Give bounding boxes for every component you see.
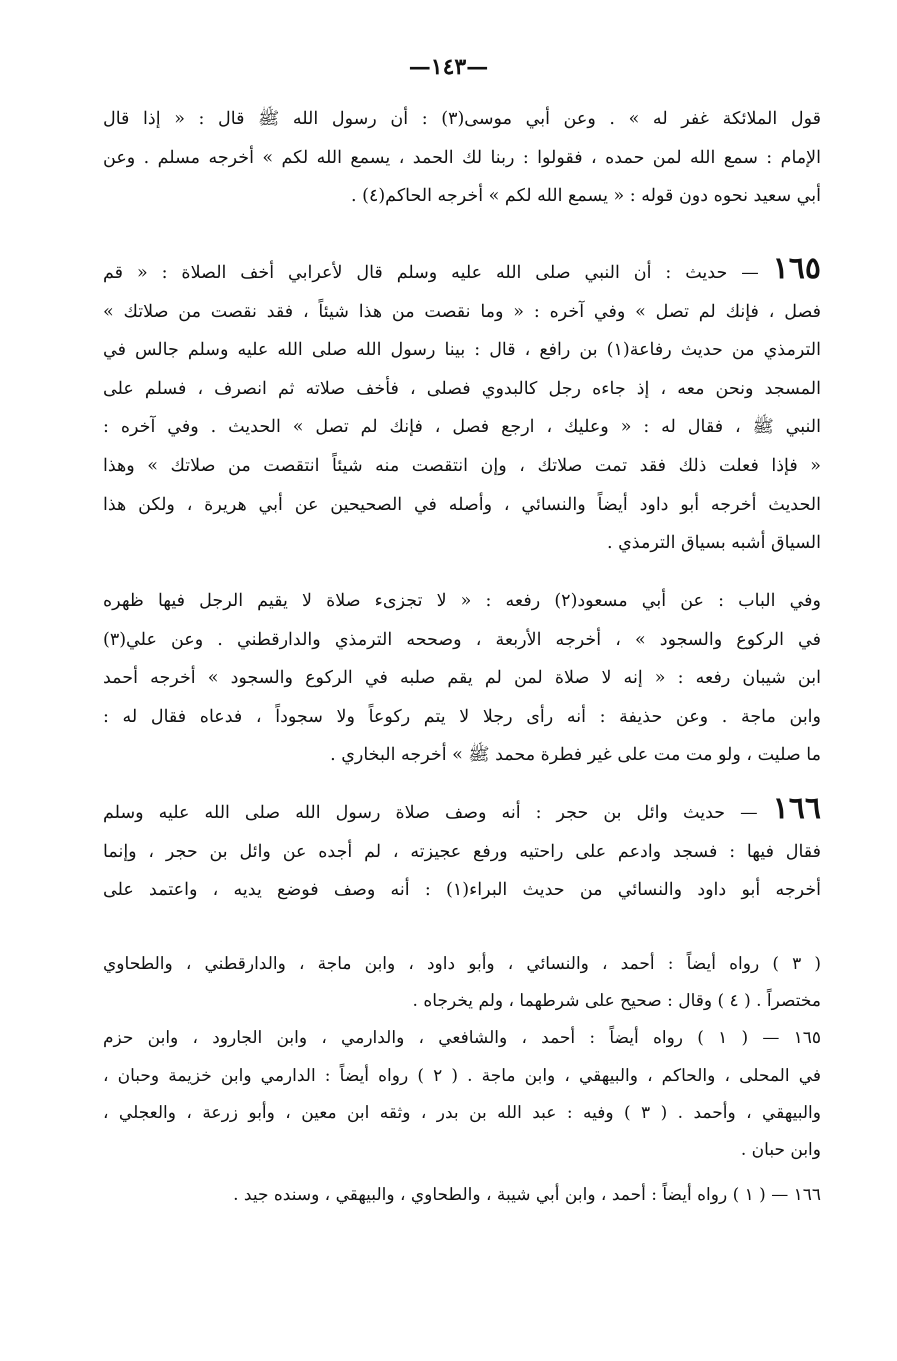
text-line xyxy=(103,794,821,833)
text-line: ابن شيبان رفعه : « إنه لا صلاة لمن لم يقم صلبه في الركوع والسجود » أخرجه أحمد xyxy=(103,668,821,689)
footnote-line: ١٦٥ — ( ١ ) رواه أيضاً : أحمد ، والشافعي ، والدارمي ، وابن الجارود ، وابن حزم xyxy=(103,1028,821,1049)
footnote-line: مختصراً . ( ٤ ) وقال : صحيح على شرطهما ، ولم يخرجاه . xyxy=(412,991,821,1012)
hadith-heading-text: — حديث وائل بن حجر : أنه وصف صلاة رسول الله صلى الله عليه وسلم xyxy=(103,803,758,823)
footnote-line: ١٦٦ — ( ١ ) رواه أيضاً : أحمد ، وابن أبي شيبة ، والطحاوي ، والبيهقي ، وسنده جيد . xyxy=(233,1185,821,1206)
text-line: في الركوع والسجود » ، أخرجه الأربعة ، وصححه الترمذي والدارقطني . وعن علي(٣) xyxy=(103,629,821,650)
text-line: الترمذي من حديث رفاعة(١) بن رافع ، قال : بينا رسول الله صلى الله عليه وسلم جالس في xyxy=(103,340,821,361)
text-line: الحديث أخرجه أبو داود أيضاً والنسائي ، وأصله في الصحيحين عن أبي هريرة ، ولكن هذا xyxy=(103,494,821,515)
text-line: قول الملائكة غفر له » . وعن أبي موسى(٣) : أن رسول الله ﷺ قال : « إذا قال xyxy=(103,109,821,129)
text-line xyxy=(103,254,821,293)
text-line: النبي ﷺ ، فقال له : « وعليك ، ارجع فصل ، فإنك لم تصل » الحديث . وفي آخره : xyxy=(103,417,821,438)
footnotes xyxy=(103,946,821,1214)
related-narrations-paragraph xyxy=(103,582,821,775)
text-line: « فإذا فعلت ذلك فقد تمت صلاتك ، وإن انتقصت منه شيئاً انتقصت من صلاتك » وهذا xyxy=(103,455,821,476)
footnote-line: والبيهقي ، وأحمد . ( ٣ ) وفيه : عبد الله بن بدر ، وثقه ابن معين ، وأبو زرعة ، والعجلي ، xyxy=(103,1102,821,1123)
text-line: أخرجه أبو داود والنسائي من حديث البراء(١) : أنه وصف فوضع يديه ، واعتمد على xyxy=(103,880,821,901)
text-line: فقال فيها : فسجد وادعم على راحتيه ورفع عجيزته ، لم أجده عن وائل بن حجر ، وإنما xyxy=(103,841,821,862)
text-line: ما صليت ، ولو مت مت على غير فطرة محمد ﷺ » أخرجه البخاري . xyxy=(330,745,821,766)
text-line: فصل ، فإنك لم تصل » وفي آخره : « وما نقصت من هذا شيئاً ، فقد نقصت من صلاتك » xyxy=(103,301,821,322)
hadith-number: ١٦٥ xyxy=(772,254,821,286)
page-number: —١٤٣— xyxy=(408,54,489,80)
hadith-166-section xyxy=(103,794,821,910)
hadith-number: ١٦٦ xyxy=(772,794,821,826)
text-line: السياق أشبه بسياق الترمذي . xyxy=(606,533,821,554)
text-line: أبي سعيد نحوه دون قوله : « يسمع الله لكم » أخرجه الحاكم(٤) . xyxy=(351,186,821,207)
text-line: وفي الباب : عن أبي مسعود(٢) رفعه : « لا تجزىء صلاة لا يقيم الرجل فيها ظهره xyxy=(103,591,821,611)
paragraph-continuation xyxy=(103,100,821,216)
footnote-line: ( ٣ ) رواه أيضاً : أحمد ، والنسائي ، وأبو داود ، وابن ماجة ، والدارقطني ، والطحاوي xyxy=(103,954,821,974)
text-line: المسجد ونحن معه ، إذ جاءه رجل كالبدوي فصلى ، فأخف صلاته ثم انصرف ، فسلم على xyxy=(103,378,821,399)
footnote-line: في المحلى ، والحاكم ، والبيهقي ، وابن ماجة . ( ٢ ) رواه أيضاً : الدارمي وابن خزيمة وحبان ، xyxy=(103,1065,821,1086)
hadith-heading-text: — حديث : أن النبي صلى الله عليه وسلم قال لأعرابي أخف الصلاة : « قم xyxy=(103,263,759,283)
footnote-line: وابن حبان . xyxy=(740,1140,821,1161)
footnote-gap xyxy=(103,1169,821,1177)
text-line: وابن ماجة . وعن حذيفة : أنه رأى رجلا لا يتم ركوعاً ولا سجوداً ، فدعاه فقال له : xyxy=(103,706,821,727)
text-line: الإمام : سمع الله لمن حمده ، فقولوا : ربنا لك الحمد ، يسمع الله لكم » أخرجه مسلم . وعن xyxy=(103,147,821,168)
hadith-165-section xyxy=(103,254,821,563)
